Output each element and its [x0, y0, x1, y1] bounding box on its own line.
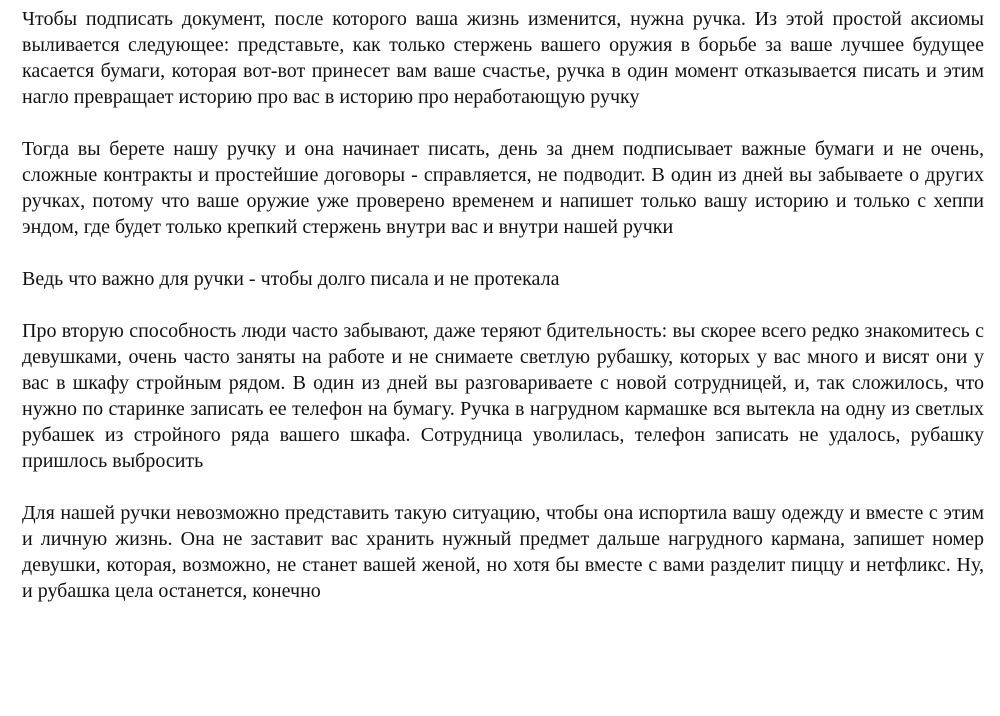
- paragraph-2: Тогда вы берете нашу ручку и она начинает писать, день за днем подписывает важные бумаги и не очень, сложные контракты и простейшие договоры - справляется, не подводит. В один из дней вы забываете о других ручках, потому что ваше оружие уже проверено временем и напишет только вашу историю и только с хеппи эндом, где будет только крепкий стержень внутри вас и внутри нашей ручки: [22, 138, 984, 238]
- paragraph-5: Для нашей ручки невозможно представить такую ситуацию, чтобы она испортила вашу одежду и вместе с этим и личную жизнь. Она не заставит вас хранить нужный предмет дальше нагрудного кармана, запишет номер девушки, которая, возможно, не станет вашей женой, но хотя бы вместе с вами разделит пиццу и нетфликс. Ну, и рубашка цела останется, конечно: [22, 502, 984, 602]
- paragraph-4: Про вторую способность люди часто забывают, даже теряют бдительность: вы скорее всего редко знакомитесь с девушками, очень часто заняты на работе и не снимаете светлую рубашку, которых у вас много и висят они у вас в шкафу стройным рядом. В один из дней вы разговариваете с новой сотрудницей, и, так сложилось, что нужно по старинке записать ее телефон на бумагу. Ручка в нагрудном кармашке вся вытекла на одну из светлых рубашек из стройного ряда вашего шкафа. Сотрудница уволилась, телефон записать не удалось, рубашку пришлось выбросить: [22, 320, 984, 472]
- paragraph-1: Чтобы подписать документ, после которого ваша жизнь изменится, нужна ручка. Из этой простой аксиомы выливается следующее: представьте, как только стержень вашего оружия в борьбе за ваше лучшее будущее касается бумаги, которая вот-вот принесет вам ваше счастье, ручка в один момент отказывается писать и этим нагло превращает историю про вас в историю про неработающую ручку: [22, 8, 984, 108]
- document-body: [22, 6, 984, 604]
- paragraph-3: Ведь что важно для ручки - чтобы долго писала и не протекала: [22, 268, 560, 290]
